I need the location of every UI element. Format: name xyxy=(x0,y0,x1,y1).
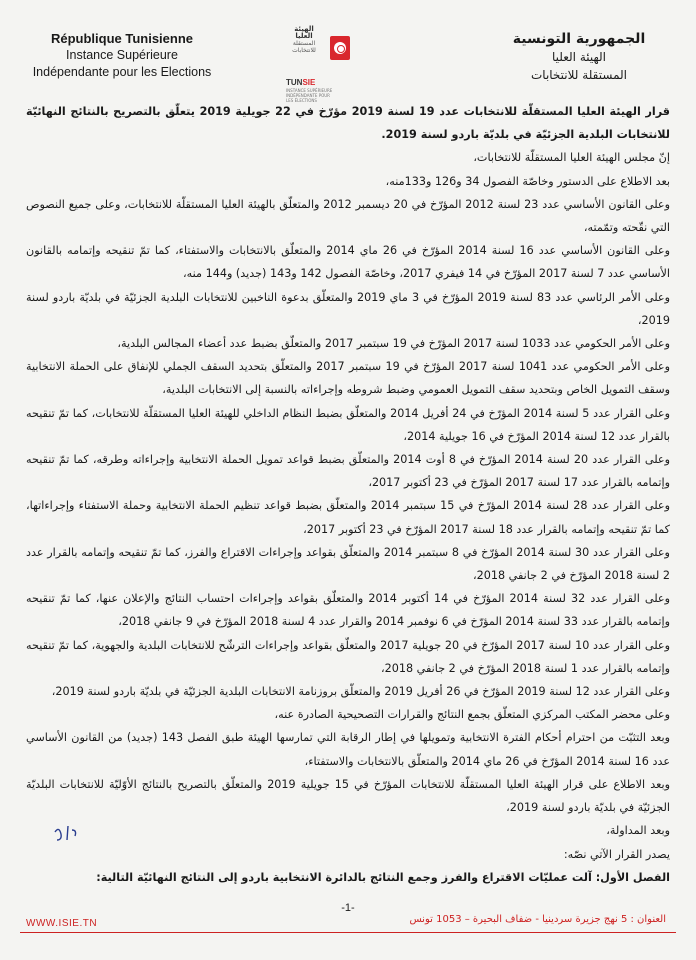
paragraph: بعد الاطلاع على الدستور وخاصّة الفصول 34 و126 و133منه، xyxy=(385,174,670,188)
institution-line-2-ar: المستقلة للانتخابات xyxy=(530,68,628,82)
paragraph: وبعد الاطلاع على قرار الهيئة العليا المستقلّة للانتخابات المؤرّخ في 15 جويلية 2019 والمتعلّق بالتصريح بالنتائج الأوّليّة للانتخابات البلديّة الجزئيّة في بلديّة باردو لسنة 2019، xyxy=(26,777,670,815)
paragraph: يصدر القرار الآتي نصّه: xyxy=(563,847,670,861)
letterhead-left xyxy=(22,30,222,81)
footer-address: العنوان : 5 نهج جزيرة سردينيا - ضفاف البحيرة – 1053 تونس xyxy=(409,914,666,925)
paragraph: وعلى القرار عدد 20 لسنة 2014 المؤرّخ في 8 أوت 2014 والمتعلّق بضبط قواعد تمويل الحملة الانتخابية وإجراءاته وطرقه، كما تمّ تنقيحه وإتمامه بالقرار عدد 17 لسنة 2017 المؤرّخ في 23 أكتوبر 2017، xyxy=(26,453,670,490)
institution-line-1-fr: Instance Supérieure xyxy=(66,48,178,62)
paragraph: وعلى محضر المكتب المركزي المتعلّق بجمع النتائج والقرارات التصحيحية الصادرة عنه، xyxy=(274,708,670,722)
paragraph: وعلى القرار عدد 12 لسنة 2019 المؤرّخ في 26 أفريل 2019 والمتعلّق بروزنامة الانتخابات البلدية الجزئيّة في بلديّة باردو لسنة 2019، xyxy=(51,685,670,699)
decision-body xyxy=(26,100,670,889)
tunisia-flag-icon xyxy=(330,36,350,60)
institution-line-2-fr: Indépendante pour les Elections xyxy=(32,65,212,79)
paragraph: وعلى القرار عدد 30 لسنة 2014 المؤرّخ في 8 سبتمبر 2014 والمتعلّق بقواعد وإجراءات الاقتراع والفرز، كما تمّ تنقيحه وإتمامه بالقرار عدد 2 لسنة 2018 المؤرّخ في 2 جانفي 2018، xyxy=(26,545,670,583)
handwritten-initials xyxy=(52,822,82,844)
logo-subtext: INSTANCE SUPÉRIEURE INDÉPENDANTE POUR LES ÉLECTIONS xyxy=(286,88,333,103)
letterhead-right xyxy=(484,30,674,84)
paragraph: وعلى الأمر الحكومي عدد 1033 لسنة 2017 المؤرّخ في 19 سبتمبر 2017 والمتعلّق بضبط عدد أعضاء المجالس البلدية، xyxy=(117,337,670,351)
paragraph: وعلى القرار عدد 28 لسنة 2014 المؤرّخ في 15 سبتمبر 2014 والمتعلّق بضبط قواعد تنظيم الحملة الانتخابية وحملة الاستفتاء وإجراءاتها، كما تمّ تنقيحه وإتمامه بالقرار عدد 18 لسنة 2017 المؤرّخ في 23 أكتوبر 2017، xyxy=(26,499,670,536)
paragraph: إنّ مجلس الهيئة العليا المستقلّة للانتخابات، xyxy=(473,151,670,165)
paragraph: وعلى القرار عدد 10 لسنة 2017 المؤرّخ في 20 جويلية 2017 والمتعلّق بقواعد وإجراءات الترشّح للانتخابات البلدية والجهوية، كما تمّ تنقيحه وإتمامه بالقرار عدد 1 لسنة 2018 المؤرّخ في 2 جانفي 2018، xyxy=(26,638,670,675)
logo-brand: TUNSIE xyxy=(286,78,316,87)
article-one: الفصل الأول: آلت عمليّات الاقتراع والفرز وجمع النتائج بالدائرة الانتخابية باردو إلى النتائج النهائيّة التالية: xyxy=(96,870,670,884)
institution-line-1-ar: الهيئة العليا xyxy=(551,50,607,64)
paragraph: وبعد المداولة، xyxy=(606,824,670,838)
paragraph: وعلى القانون الأساسي عدد 16 لسنة 2014 المؤرّخ في 26 ماي 2014 والمتعلّق بالانتخابات والاستفتاء، كما تمّ تنقيحه وإتمامه بالقانون الأساسي عدد 7 لسنة 2017 المؤرّخ في 14 فيفري 2017، وخاصّة الفصول 142 و143 (جديد) و144 منه، xyxy=(26,244,670,281)
paragraph: وعلى القانون الأساسي عدد 23 لسنة 2012 المؤرّخ في 20 ديسمبر 2012 والمتعلّق بالهيئة العليا المستقلّة للانتخابات، وعلى جميع النصوص التي نقّحته وتمّمته، xyxy=(26,197,670,235)
paragraph: وعلى القرار عدد 32 لسنة 2014 المؤرّخ في 14 أكتوبر 2014 والمتعلّق بقواعد وإجراءات احتساب النتائج والإعلان عنها، كما تمّ تنقيحه وإتمامه بالقرار عدد 33 لسنة 2014 المؤرّخ في 6 نوفمبر 2014 والقرار عدد 4 لسنة 2018 المؤرّخ في 9 جانفي 2018، xyxy=(26,592,670,629)
decision-title: قرار الهيئة العليا المستقلّة للانتخابات عدد 19 لسنة 2019 مؤرّخ في 22 جويلية 2019 يتعلّق بالتصريح بالنتائج النهائيّة للانتخابات البلدية الجزئيّة في بلديّة باردو لسنة 2019. xyxy=(26,105,670,142)
country-name-ar: الجمهورية التونسية xyxy=(512,31,646,47)
page-number: -1- xyxy=(341,902,355,914)
country-name-fr: République Tunisienne xyxy=(50,31,194,46)
paragraph: وعلى القرار عدد 5 لسنة 2014 المؤرّخ في 24 أفريل 2014 والمتعلّق بضبط النظام الداخلي للهيئة العليا المستقلّة للانتخابات، كما تمّ تنقيحه بالقرار عدد 12 لسنة 2014 المؤرّخ في 16 جويلية 2014، xyxy=(26,406,670,443)
paragraph: وعلى الأمر الرئاسي عدد 83 لسنة 2019 المؤرّخ في 3 ماي 2019 والمتعلّق بدعوة الناخبين للانتخابات البلدية الجزئيّة في بلديّة باردو لسنة 2019، xyxy=(26,290,671,327)
paragraph: وبعد التثبّت من احترام أحكام الفترة الانتخابية وتمويلها في إطار الرقابة التي تمارسها الهيئة طبق الفصل 143 (جديد) من القانون الأساسي عدد 16 لسنة 2014 المؤرّخ في 26 ماي 2014 والمتعلّق بالانتخابات والاستفتاء، xyxy=(26,731,670,768)
logo-arabic-text: الهيئة العليا المستقلة للانتخابات xyxy=(292,25,316,54)
footer-divider xyxy=(20,932,676,933)
footer-website: WWW.ISIE.TN xyxy=(26,918,98,929)
paragraph: وعلى الأمر الحكومي عدد 1041 لسنة 2017 المؤرّخ في 19 سبتمبر 2017 والمتعلّق بتحديد السقف الجملي للإنفاق على الحملة الانتخابية وسقف التمويل الخاص وبتحديد سقف التمويل العمومي وضبط شروطه وإجراءاته بالنسبة إلى الانتخابات البلدية، xyxy=(26,360,670,397)
